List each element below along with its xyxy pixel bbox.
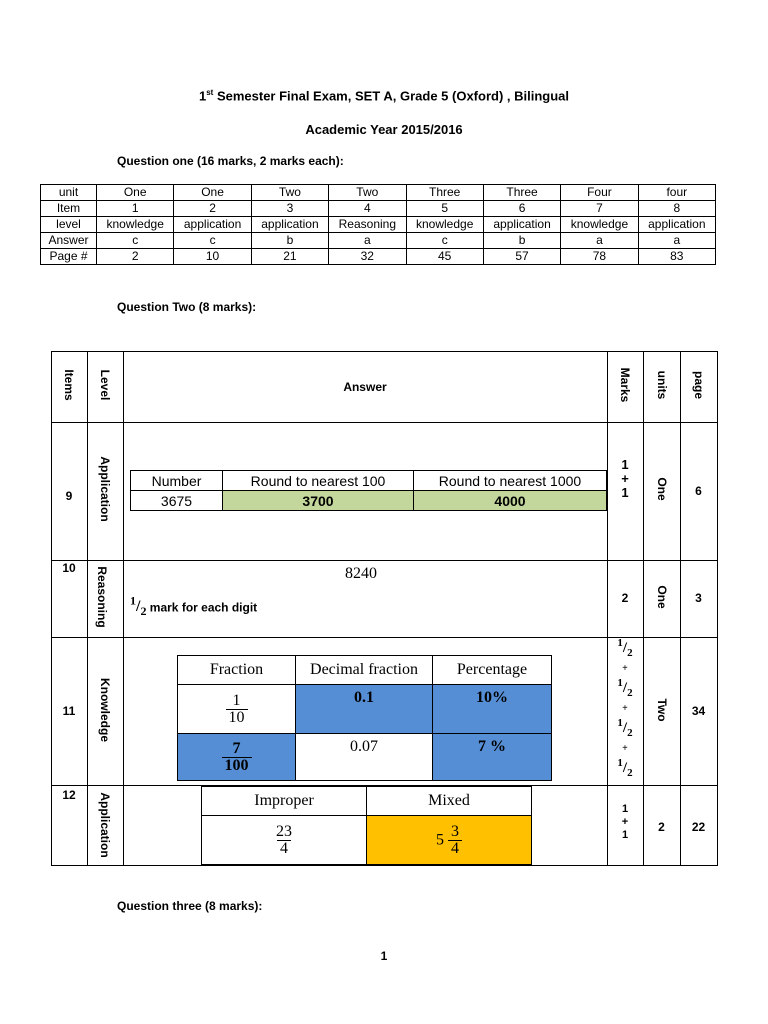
academic-year: Academic Year 2015/2016 <box>305 122 463 137</box>
item-page: 3 <box>695 591 702 605</box>
item-unit: Two <box>655 698 669 722</box>
table-cell: One <box>97 185 174 201</box>
table-row <box>41 217 716 233</box>
table-cell: application <box>174 217 251 233</box>
table-cell: 8 <box>638 201 715 217</box>
table-cell: a <box>561 233 638 249</box>
table-cell: a <box>638 233 715 249</box>
half-mark-note: $^1/_2$ mark for each digit <box>130 594 258 619</box>
table-row <box>41 233 716 249</box>
table-row <box>41 201 716 217</box>
percent-cell: 7 % <box>433 734 552 781</box>
item-marks: 1 + 1 <box>621 803 629 841</box>
fraction-table <box>177 655 552 781</box>
question-two-heading: Question Two (8 marks): <box>117 300 257 314</box>
table-cell: Three <box>406 185 483 201</box>
table-cell: Two <box>251 185 328 201</box>
table-cell: 78 <box>561 249 638 265</box>
table-cell: Reasoning <box>329 217 406 233</box>
table-cell: 7 <box>561 201 638 217</box>
reasoning-answer: 8240 <box>345 565 377 582</box>
table-cell: 1 <box>97 201 174 217</box>
item-marks: 2 <box>621 591 629 605</box>
table-cell: Two <box>329 185 406 201</box>
item-level: Knowledge <box>98 677 112 742</box>
table-cell: b <box>251 233 328 249</box>
number-cell: 3675 <box>131 491 223 511</box>
table-cell: four <box>638 185 715 201</box>
col-header: Round to nearest 100 <box>223 471 414 491</box>
exam-title: 1st Semester Final Exam, SET A, Grade 5 (Oxford) , Bilingual <box>198 88 570 104</box>
table-cell: 83 <box>638 249 715 265</box>
item-page: 22 <box>691 820 706 834</box>
table-cell: knowledge <box>97 217 174 233</box>
item-level: Application <box>98 792 112 858</box>
fraction-cell: $\frac{1}{10}$ <box>178 685 296 734</box>
header-level: Level <box>98 369 112 401</box>
table-cell: 4 <box>329 201 406 217</box>
table-cell: 57 <box>483 249 560 265</box>
table-cell: 21 <box>251 249 328 265</box>
rounding-table <box>130 470 607 511</box>
header-units: units <box>655 370 669 400</box>
table-cell: b <box>483 233 560 249</box>
item-level: Application <box>98 456 112 522</box>
item-page: 6 <box>695 484 702 498</box>
table-cell: 6 <box>483 201 560 217</box>
item-unit: One <box>655 585 669 609</box>
question-one-heading: Question one (16 marks, 2 marks each): <box>117 154 344 168</box>
table-cell: 3 <box>251 201 328 217</box>
row-label: unit <box>41 185 97 201</box>
row-label: level <box>41 217 97 233</box>
header-page: page <box>692 370 706 399</box>
item-number: 10 <box>62 561 76 575</box>
item-number: 12 <box>62 788 76 802</box>
header-items: Items <box>62 369 76 401</box>
col-header: Mixed <box>367 787 532 816</box>
col-header: Percentage <box>433 656 552 685</box>
table-cell: c <box>406 233 483 249</box>
col-header: Improper <box>202 787 367 816</box>
col-header: Decimal fraction <box>296 656 433 685</box>
page-number: 1 <box>380 949 388 963</box>
item-marks: $^1/_2$ + $^1/_2$ + $^1/_2$ + $^1/_2$ <box>617 637 633 779</box>
col-header: Round to nearest 1000 <box>414 471 607 491</box>
item-marks: 1 + 1 <box>621 457 629 500</box>
item-page: 34 <box>691 704 706 718</box>
table-cell: One <box>174 185 251 201</box>
table-cell: c <box>97 233 174 249</box>
improper-cell: $\frac{23}{4}$ <box>202 816 367 865</box>
table-cell: application <box>251 217 328 233</box>
header-marks: Marks <box>618 367 632 403</box>
table-cell: 2 <box>174 201 251 217</box>
row-label: Page # <box>41 249 97 265</box>
table-cell: Four <box>561 185 638 201</box>
decimal-cell: 0.07 <box>296 734 433 781</box>
question-three-heading: Question three (8 marks): <box>117 899 263 913</box>
table-cell: 2 <box>97 249 174 265</box>
rounded-100-cell: 3700 <box>223 491 414 511</box>
table-cell: 45 <box>406 249 483 265</box>
item-number: 9 <box>65 489 73 503</box>
table-cell: c <box>174 233 251 249</box>
col-header: Number <box>131 471 223 491</box>
table-row <box>41 185 716 201</box>
table-cell: 32 <box>329 249 406 265</box>
col-header: Fraction <box>178 656 296 685</box>
rounded-1000-cell: 4000 <box>414 491 607 511</box>
table-cell: Three <box>483 185 560 201</box>
fraction-cell: $\frac{7}{100}$ <box>178 734 296 781</box>
row-label: Item <box>41 201 97 217</box>
table-cell: 10 <box>174 249 251 265</box>
question-one-table <box>40 184 716 265</box>
table-cell: application <box>638 217 715 233</box>
table-cell: 5 <box>406 201 483 217</box>
item-unit: One <box>655 477 669 501</box>
mixed-number-table <box>201 786 532 865</box>
item-number: 11 <box>62 704 76 718</box>
percent-cell: 10% <box>433 685 552 734</box>
table-cell: knowledge <box>406 217 483 233</box>
item-level: Reasoning <box>95 566 109 628</box>
row-label: Answer <box>41 233 97 249</box>
table-cell: knowledge <box>561 217 638 233</box>
header-answer: Answer <box>343 380 387 394</box>
item-unit: 2 <box>658 820 665 834</box>
table-cell: application <box>483 217 560 233</box>
mixed-cell: 5 $\frac{3}{4}$ <box>367 816 532 865</box>
table-cell: a <box>329 233 406 249</box>
decimal-cell: 0.1 <box>296 685 433 734</box>
table-row <box>41 249 716 265</box>
